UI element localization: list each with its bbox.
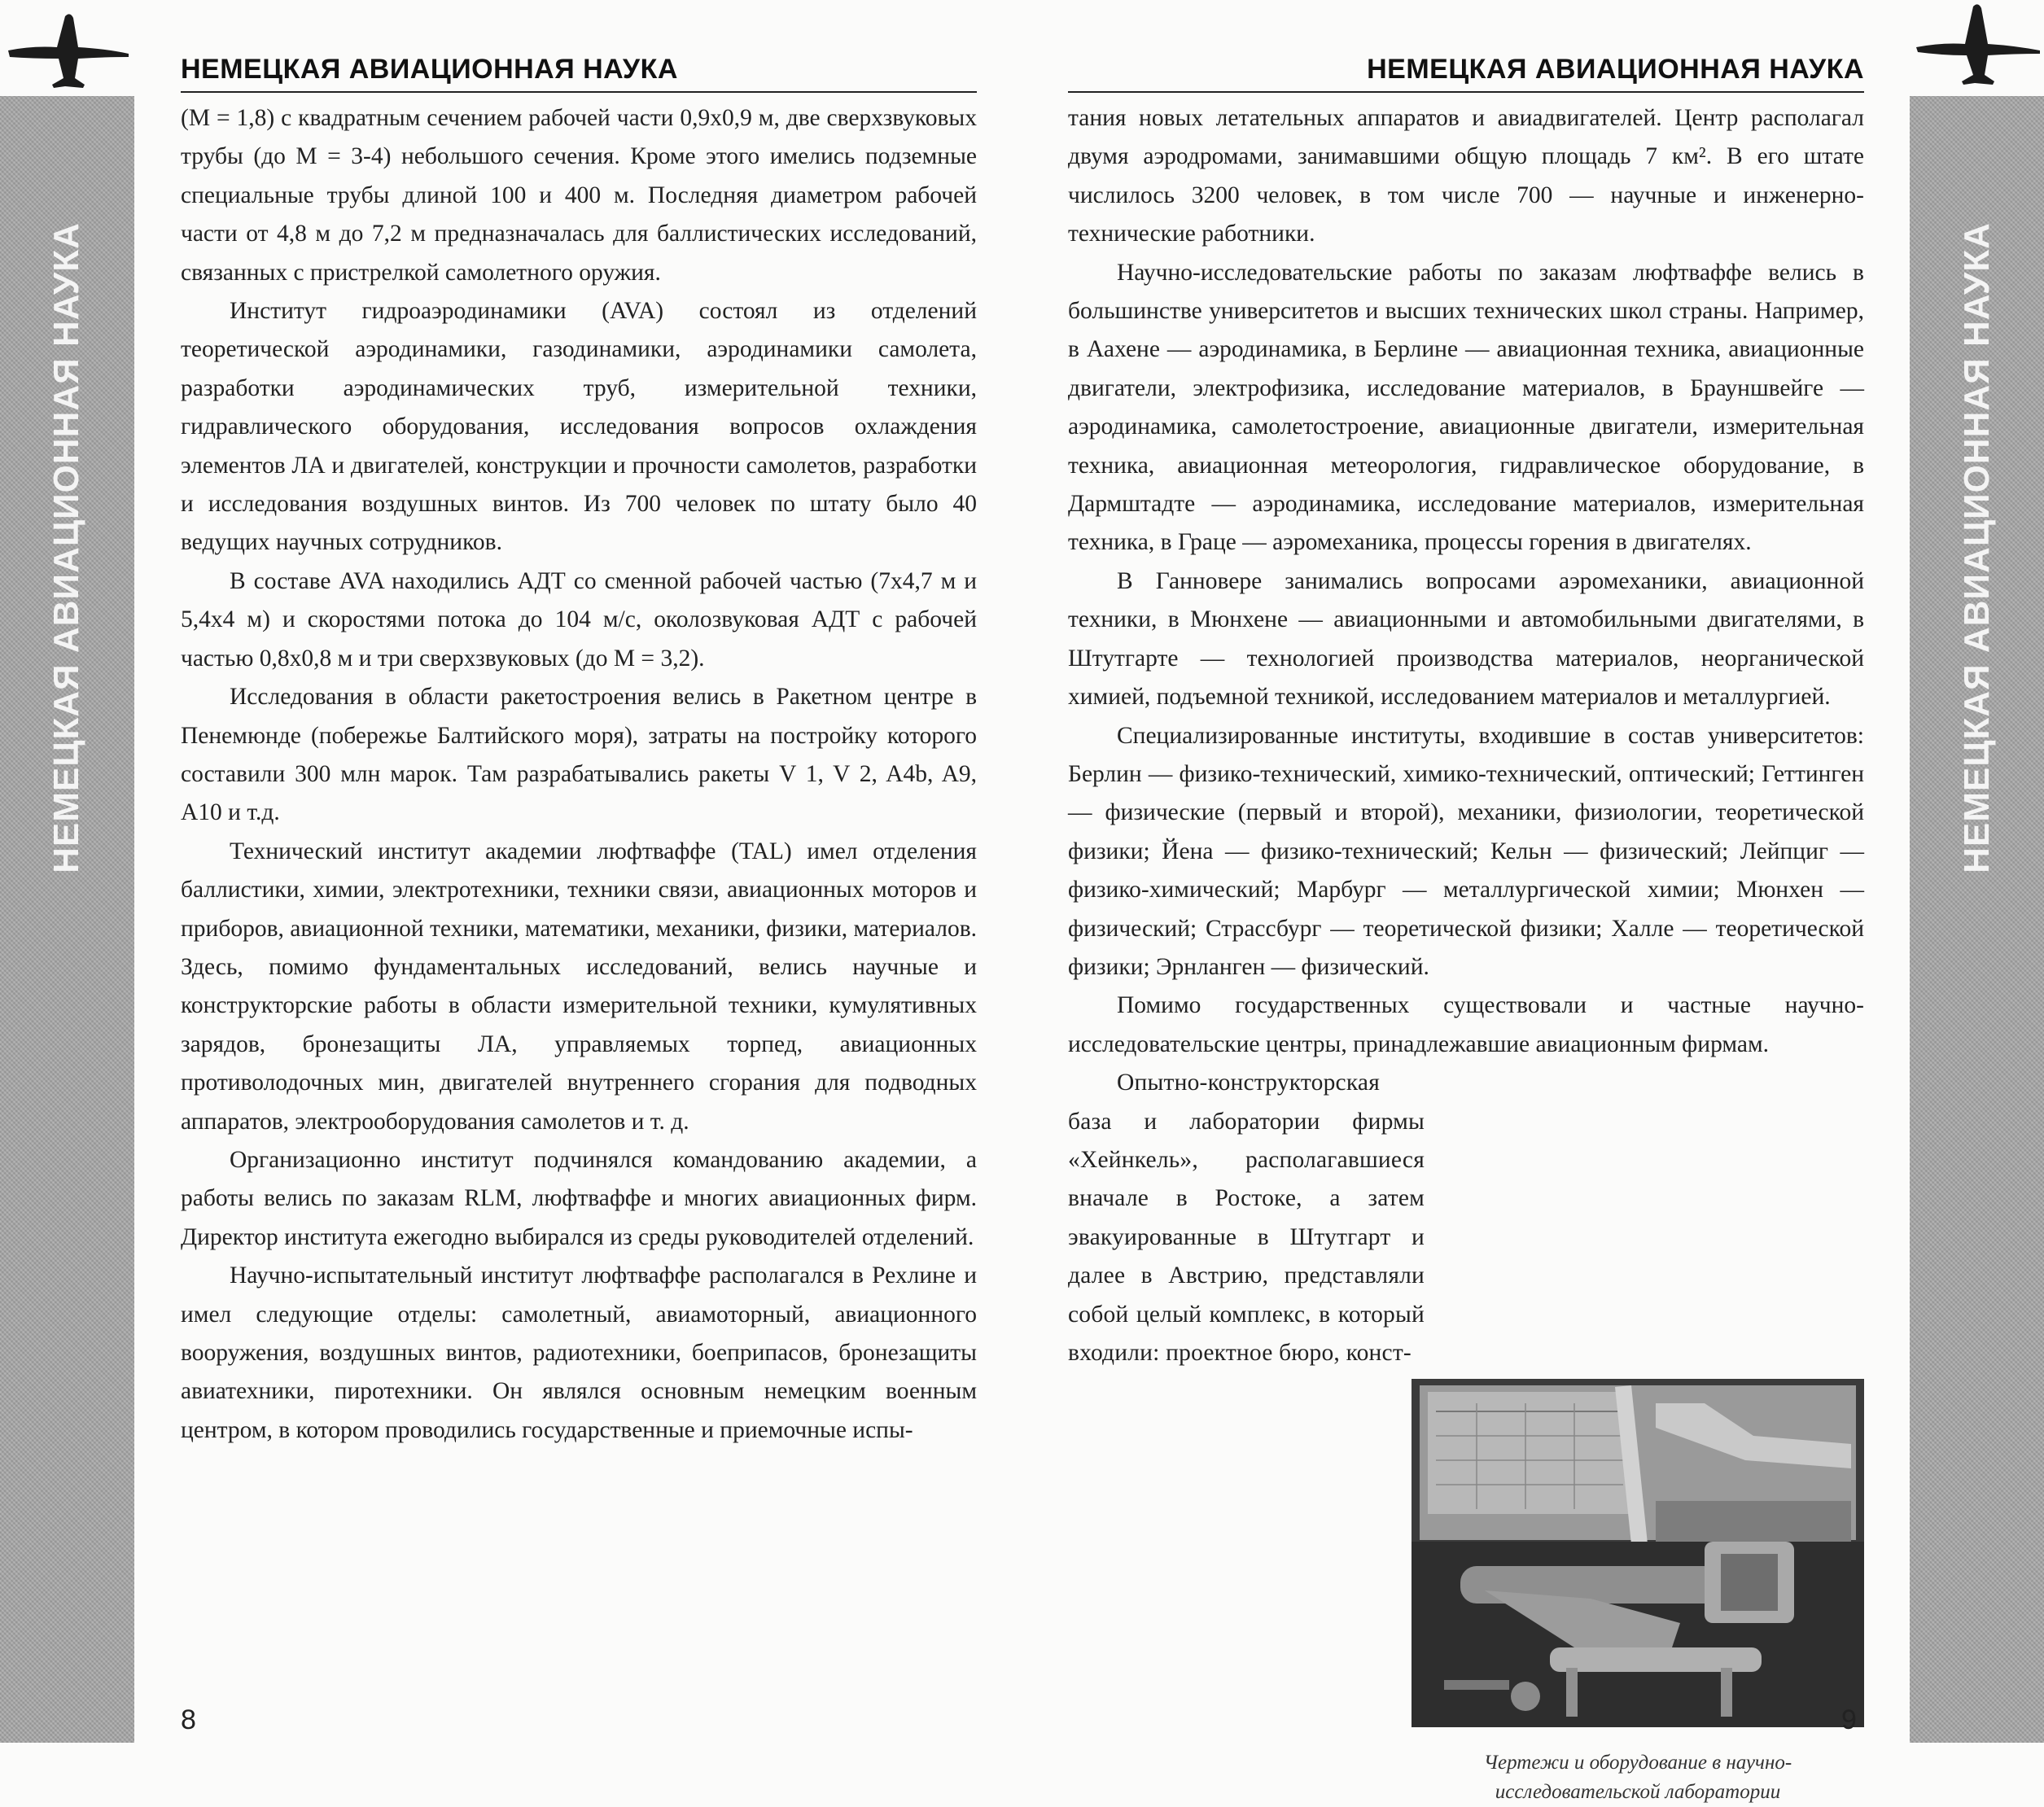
- paragraph: Специализированные институты, входившие в состав университетов: Берлин — физико-технический, химико-технический, оптический; Геттинген — физические (первый и второй), механики, физиологии, теоретической физики; Йена — физико-технический; Кельн — физический; Лейпциг — физико-химический; Марбург — металлургической химии; Мюнхен — физический; Страссбург — теоретической физики; Халле — теоретической физики; Эрнланген — физический.: [1068, 722, 1864, 980]
- airplane-icon: [0, 0, 134, 96]
- paragraph: В составе AVA находились АДТ со сменной рабочей частью (7х4,7 м и 5,4х4 м) и скоростями потока до 104 м/с, околозвуковая АДТ с рабочей частью 0,8х0,8 м и три сверхзвуковых (до M = 3,2).: [181, 567, 977, 672]
- right-running-header: НЕМЕЦКАЯ АВИАЦИОННАЯ НАУКА: [1367, 54, 1864, 85]
- paragraph: Институт гидроаэродинамики (AVA) состоял из отделений теоретической аэродинамики, газодинамики, аэродинамики самолета, разработки аэродинамических труб, измерительной техники, гидравлического оборудования, исследования вопросов охлаждения элементов ЛА и двигателей, конструкции и прочности самолетов, разработки и исследования воздушных винтов. Из 700 человек по штату было 40 ведущих научных сотрудников.: [181, 298, 977, 556]
- left-page-number: 8: [181, 1704, 196, 1735]
- right-side-strip: [1910, 96, 2044, 1743]
- paragraph: Организационно институт подчинялся командованию академии, а работы велись по заказам RLM, люфтваффе и многих авиационных фирм. Директор института ежегодно выбирался из среды руководителей отделений.: [181, 1146, 977, 1250]
- airplane-icon: [1910, 0, 2044, 96]
- paragraph: Помимо государственных существовали и частные научно-исследовательские центры, принадлежавшие авиационным фирмам.: [1068, 992, 1864, 1057]
- paragraph: Опытно-конструкторская база и лаборатории фирмы «Хейнкель», располагавшиеся вначале в Ростоке, а затем эвакуированные в Штутгарт и далее в Австрию, представляли собой целый комплекс, в который входили: проектное бюро, конст-: [1068, 1070, 1425, 1366]
- left-side-label: НЕМЕЦКАЯ АВИАЦИОННАЯ НАУКА: [46, 222, 86, 873]
- left-text-column: [181, 99, 977, 1450]
- left-header-rule: [181, 91, 977, 93]
- paragraph: В Ганновере занимались вопросами аэромеханики, авиационной техники, в Мюнхене — авиационными и автомобильными двигателями, в Штутгарте — технологией производства материалов, неорганической химией, подъемной техникой, исследованием материалов и металлургией.: [1068, 567, 1864, 711]
- paragraph: Научно-испытательный институт люфтваффе располагался в Рехлине и имел следующие отделы: самолетный, авиамоторный, авиационного вооружения, воздушных винтов, радиотехники, боеприпасов, бронезащиты авиатехники, пиротехники. Он являлся основным немецким военным центром, в котором проводились государственные и приемочные испы-: [181, 1262, 977, 1443]
- figure-caption: Чертежи и оборудование в научно-исследовательской лаборатории: [1483, 1751, 1792, 1803]
- right-header-rule: [1068, 91, 1864, 93]
- right-page-number: 9: [1841, 1704, 1857, 1735]
- right-text-column: [1068, 99, 1864, 1807]
- paragraph: (M = 1,8) с квадратным сечением рабочей части 0,9х0,9 м, две сверхзвуковых трубы (до M = 3-4) небольшого сечения. Кроме этого имелись подземные специальные трубы длиной 100 и 400 м. Последняя диаметром рабочей части от 4,8 м до 7,2 м предназначалась для баллистических исследований, связанных с пристрелкой самолетного оружия.: [181, 105, 977, 286]
- right-side-label: НЕМЕЦКАЯ АВИАЦИОННАЯ НАУКА: [1957, 222, 1997, 873]
- left-running-header: НЕМЕЦКАЯ АВИАЦИОННАЯ НАУКА: [181, 54, 678, 85]
- lab-photo-figure: [1412, 1379, 1864, 1806]
- lab-equipment-photo: [1412, 1379, 1864, 1727]
- paragraph: тания новых летательных аппаратов и авиадвигателей. Центр располагал двумя аэродромами, занимавшими общую площадь 7 км². В его штате числилось 3200 человек, в том числе 700 — научные и инженерно-технические работники.: [1068, 105, 1864, 247]
- left-side-strip: [0, 96, 134, 1743]
- paragraph: Научно-исследовательские работы по заказам люфтваффе велись в большинстве университетов и высших технических школ страны. Например, в Аахене — аэродинамика, в Берлине — авиационная техника, авиационные двигатели, электрофизика, исследование материалов, в Брауншвейге — аэродинамика, самолетостроение, авиационные двигатели, измерительная техника, авиационная метеорология, гидравлическое оборудование, в Дармштадте — аэродинамика, исследование материалов, измерительная техника, в Граце — аэромеханика, процессы горения в двигателях.: [1068, 259, 1864, 556]
- paragraph: Технический институт академии люфтваффе (TAL) имел отделения баллистики, химии, электротехники, техники связи, авиационных моторов и приборов, авиационной техники, математики, механики, физики, материалов. Здесь, помимо фундаментальных исследований, велись научные и конструкторские работы в области измерительной техники, кумулятивных зарядов, бронезащиты ЛА, управляемых торпед, авиационных противолодочных мин, двигателей внутреннего сгорания для подводных аппаратов, электрооборудования самолетов и т. д.: [181, 838, 977, 1135]
- paragraph: Исследования в области ракетостроения велись в Ракетном центре в Пенемюнде (побережье Балтийского моря), затраты на постройку которого составили 300 млн марок. Там разрабатывались ракеты V 1, V 2, A4b, A9, A10 и т.д.: [181, 684, 977, 826]
